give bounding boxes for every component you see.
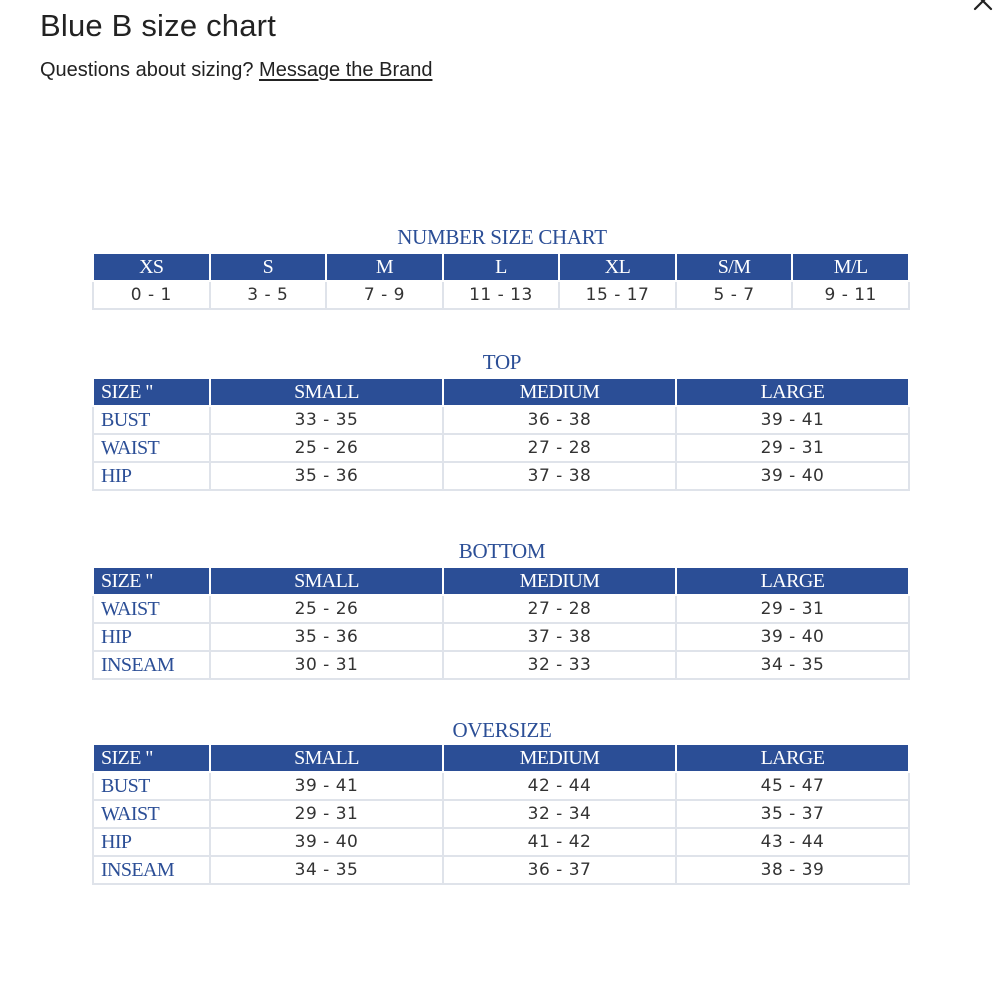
table-row xyxy=(93,406,909,434)
header-cell: XL xyxy=(559,253,676,281)
sizing-question xyxy=(40,57,432,83)
table-cell: 0 - 1 xyxy=(93,281,210,309)
header-cell: XS xyxy=(93,253,210,281)
table-cell: 35 - 36 xyxy=(210,623,443,651)
table-cell: 34 - 35 xyxy=(676,651,909,679)
header-cell: S/M xyxy=(676,253,793,281)
header-cell: SMALL xyxy=(210,744,443,772)
oversize-size-table xyxy=(92,743,910,885)
close-button[interactable] xyxy=(970,0,996,14)
table-cell: 25 - 26 xyxy=(210,595,443,623)
header-cell: MEDIUM xyxy=(443,744,676,772)
table-cell: 27 - 28 xyxy=(443,595,676,623)
table-row xyxy=(93,595,909,623)
sizing-question-text: Questions about sizing? xyxy=(40,59,254,81)
table-cell: 39 - 41 xyxy=(210,772,443,800)
row-label: HIP xyxy=(93,828,210,856)
table-cell: 36 - 37 xyxy=(443,856,676,884)
table-cell: 35 - 36 xyxy=(210,462,443,490)
close-icon xyxy=(970,0,996,14)
oversize-header-row xyxy=(93,744,909,772)
row-label: BUST xyxy=(93,772,210,800)
table-cell: 39 - 41 xyxy=(676,406,909,434)
table-cell: 32 - 33 xyxy=(443,651,676,679)
oversize-chart-title: OVERSIZE xyxy=(452,718,552,742)
row-label: INSEAM xyxy=(93,856,210,884)
header-cell: LARGE xyxy=(676,567,909,595)
table-cell: 15 - 17 xyxy=(559,281,676,309)
header-cell: MEDIUM xyxy=(443,567,676,595)
table-cell: 33 - 35 xyxy=(210,406,443,434)
table-row xyxy=(93,856,909,884)
header-cell: SIZE " xyxy=(93,744,210,772)
table-cell: 27 - 28 xyxy=(443,434,676,462)
table-cell: 39 - 40 xyxy=(676,462,909,490)
row-label: HIP xyxy=(93,623,210,651)
table-cell: 37 - 38 xyxy=(443,462,676,490)
table-cell: 39 - 40 xyxy=(210,828,443,856)
top-chart-title: TOP xyxy=(482,350,522,374)
number-size-chart-title: NUMBER SIZE CHART xyxy=(397,225,607,249)
table-row xyxy=(93,651,909,679)
table-row xyxy=(93,800,909,828)
table-cell: 34 - 35 xyxy=(210,856,443,884)
table-cell: 35 - 37 xyxy=(676,800,909,828)
table-cell: 39 - 40 xyxy=(676,623,909,651)
number-size-header-row xyxy=(93,253,909,281)
top-header-row xyxy=(93,378,909,406)
header-cell: SIZE " xyxy=(93,567,210,595)
table-cell: 38 - 39 xyxy=(676,856,909,884)
row-label: WAIST xyxy=(93,595,210,623)
row-label: HIP xyxy=(93,462,210,490)
table-cell: 7 - 9 xyxy=(326,281,443,309)
header-cell: M xyxy=(326,253,443,281)
table-row xyxy=(93,772,909,800)
bottom-chart-title: BOTTOM xyxy=(458,539,546,563)
table-cell: 41 - 42 xyxy=(443,828,676,856)
table-cell: 42 - 44 xyxy=(443,772,676,800)
size-chart-image xyxy=(92,222,912,904)
table-row xyxy=(93,623,909,651)
bottom-size-table xyxy=(92,566,910,680)
table-cell: 37 - 38 xyxy=(443,623,676,651)
row-label: BUST xyxy=(93,406,210,434)
message-brand-link[interactable]: Message the Brand xyxy=(259,59,433,81)
header-cell: LARGE xyxy=(676,378,909,406)
header-cell: S xyxy=(210,253,327,281)
table-cell: 11 - 13 xyxy=(443,281,560,309)
table-cell: 29 - 31 xyxy=(210,800,443,828)
header-cell: SMALL xyxy=(210,567,443,595)
table-cell: 36 - 38 xyxy=(443,406,676,434)
table-cell: 29 - 31 xyxy=(676,434,909,462)
table-cell: 32 - 34 xyxy=(443,800,676,828)
number-size-table xyxy=(92,252,910,310)
table-cell: 45 - 47 xyxy=(676,772,909,800)
header-cell: L xyxy=(443,253,560,281)
row-label: WAIST xyxy=(93,434,210,462)
header-cell: LARGE xyxy=(676,744,909,772)
table-cell: 43 - 44 xyxy=(676,828,909,856)
table-cell: 30 - 31 xyxy=(210,651,443,679)
table-cell: 5 - 7 xyxy=(676,281,793,309)
header-cell: SMALL xyxy=(210,378,443,406)
table-cell: 3 - 5 xyxy=(210,281,327,309)
table-row xyxy=(93,828,909,856)
table-row xyxy=(93,281,909,309)
table-row xyxy=(93,462,909,490)
row-label: WAIST xyxy=(93,800,210,828)
table-cell: 29 - 31 xyxy=(676,595,909,623)
table-cell: 9 - 11 xyxy=(792,281,909,309)
modal-title: Blue B size chart xyxy=(40,8,277,43)
header-cell: M/L xyxy=(792,253,909,281)
top-size-table xyxy=(92,377,910,491)
table-row xyxy=(93,434,909,462)
header-cell: MEDIUM xyxy=(443,378,676,406)
bottom-header-row xyxy=(93,567,909,595)
table-cell: 25 - 26 xyxy=(210,434,443,462)
header-cell: SIZE " xyxy=(93,378,210,406)
row-label: INSEAM xyxy=(93,651,210,679)
